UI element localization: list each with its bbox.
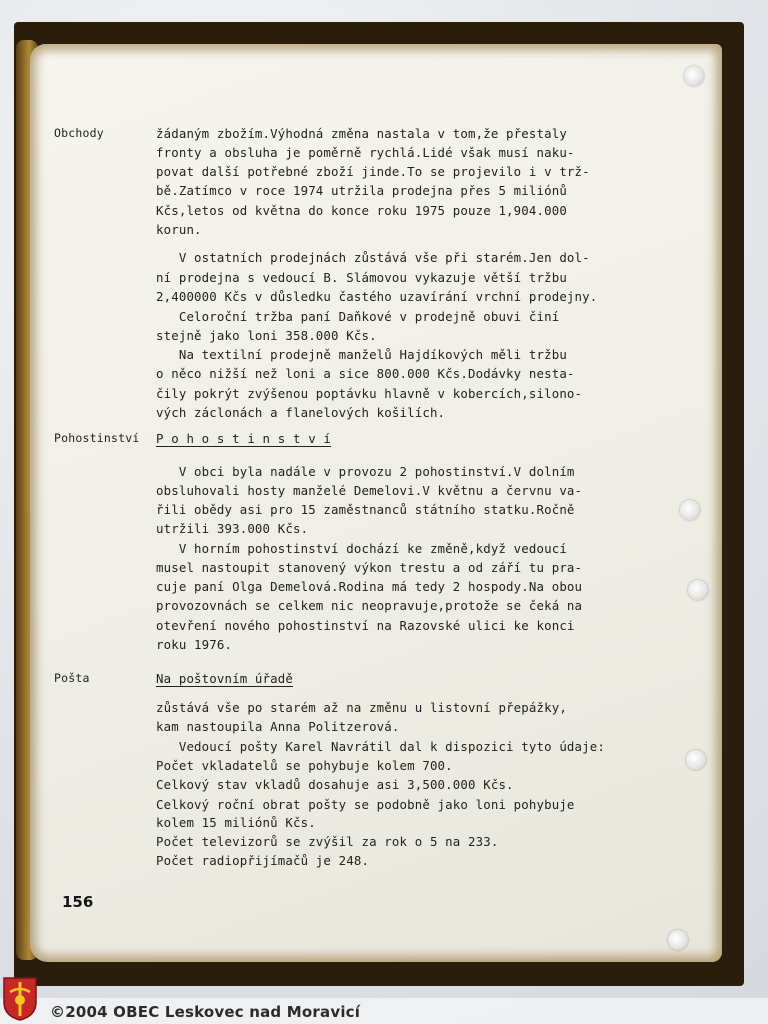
text-line: Vedoucí pošty Karel Navrátil dal k dispozici tyto údaje: [156,739,605,754]
text-line: V ostatních prodejnách zůstává vše při starém.Jen dol- [156,250,590,265]
margin-label-pohostinstvi: Pohostinství [54,431,140,445]
punch-hole [668,930,688,950]
text-line: čily pokrýt zvýšenou poptávku hlavně v kobercích,silono- [156,386,583,401]
punch-hole [680,500,700,520]
page-number: 156 [62,893,94,911]
text-line: kolem 15 miliónů Kčs. [156,815,316,830]
text-line: V horním pohostinství dochází ke změně,když vedoucí [156,541,567,556]
text-line: provozovnách se celkem nic neopravuje,protože se čeká na [156,598,583,613]
text-line: fronty a obsluha je poměrně rychlá.Lidé však musí naku- [156,145,575,160]
text-line: bě.Zatímco v roce 1974 utržila prodejna přes 5 miliónů [156,183,567,198]
copyright-text: ©2004 OBEC Leskovec nad Moravicí [50,1003,361,1021]
text-line: vých záclonách a flanelových košilích. [156,405,446,420]
margin-label-obchody: Obchody [54,126,104,140]
punch-hole [686,750,706,770]
text-line: obsluhovali hosty manželé Demelovi.V květnu a červnu va- [156,483,583,498]
text-line: řili obědy asi pro 15 zaměstnanců státního statku.Ročně [156,502,575,517]
text-line: cuje paní Olga Demelová.Rodina má tedy 2 hospody.Na obou [156,579,583,594]
text-line: Celkový roční obrat pošty se podobně jako loni pohybuje [156,797,575,812]
text-line: zůstává vše po starém až na změnu u listovní přepážky, [156,700,567,715]
section-heading-posta: Na poštovním úřadě [156,671,293,686]
text-line: povat další potřebné zboží jinde.To se projevilo i v trž- [156,164,590,179]
text-line: Kčs,letos od května do konce roku 1975 pouze 1,904.000 [156,203,567,218]
text-line: Na textilní prodejně manželů Hajdíkových měli tržbu [156,347,567,362]
text-line: ní prodejna s vedoucí B. Slámovou vykazuje větší tržbu [156,270,567,285]
text-line: Celoroční tržba paní Daňkové v prodejně obuvi činí [156,309,560,324]
text-line: utržili 393.000 Kčs. [156,521,309,536]
text-line: Počet radiopřijímačů je 248. [156,853,370,868]
punch-hole [684,66,704,86]
punch-hole [688,580,708,600]
village-crest-icon [2,976,38,1022]
text-line: o něco nižší než loni a sice 800.000 Kčs.Dodávky nesta- [156,366,575,381]
text-line: V obci byla nadále v provozu 2 pohostinství.V dolním [156,464,575,479]
text-line: žádaným zbožím.Výhodná změna nastala v tom,že přestaly [156,126,567,141]
text-line: 2,400000 Kčs v důsledku častého uzavírání vrchní prodejny. [156,289,598,304]
text-line: Celkový stav vkladů dosahuje asi 3,500.000 Kčs. [156,777,514,792]
text-line: roku 1976. [156,637,233,652]
text-line: otevření nového pohostinství na Razovské ulici ke konci [156,618,575,633]
text-line: kam nastoupila Anna Politzerová. [156,719,400,734]
text-line: Počet televizorů se zvýšil za rok o 5 na 233. [156,834,499,849]
text-line: Počet vkladatelů se pohybuje kolem 700. [156,758,453,773]
text-line: musel nastoupit stanovený výkon trestu a od září tu pra- [156,560,583,575]
margin-label-posta: Pošta [54,671,90,685]
text-line: stejně jako loni 358.000 Kčs. [156,328,377,343]
section-heading-pohostinstvi: P o h o s t i n s t v í [156,431,332,446]
text-line: korun. [156,222,202,237]
